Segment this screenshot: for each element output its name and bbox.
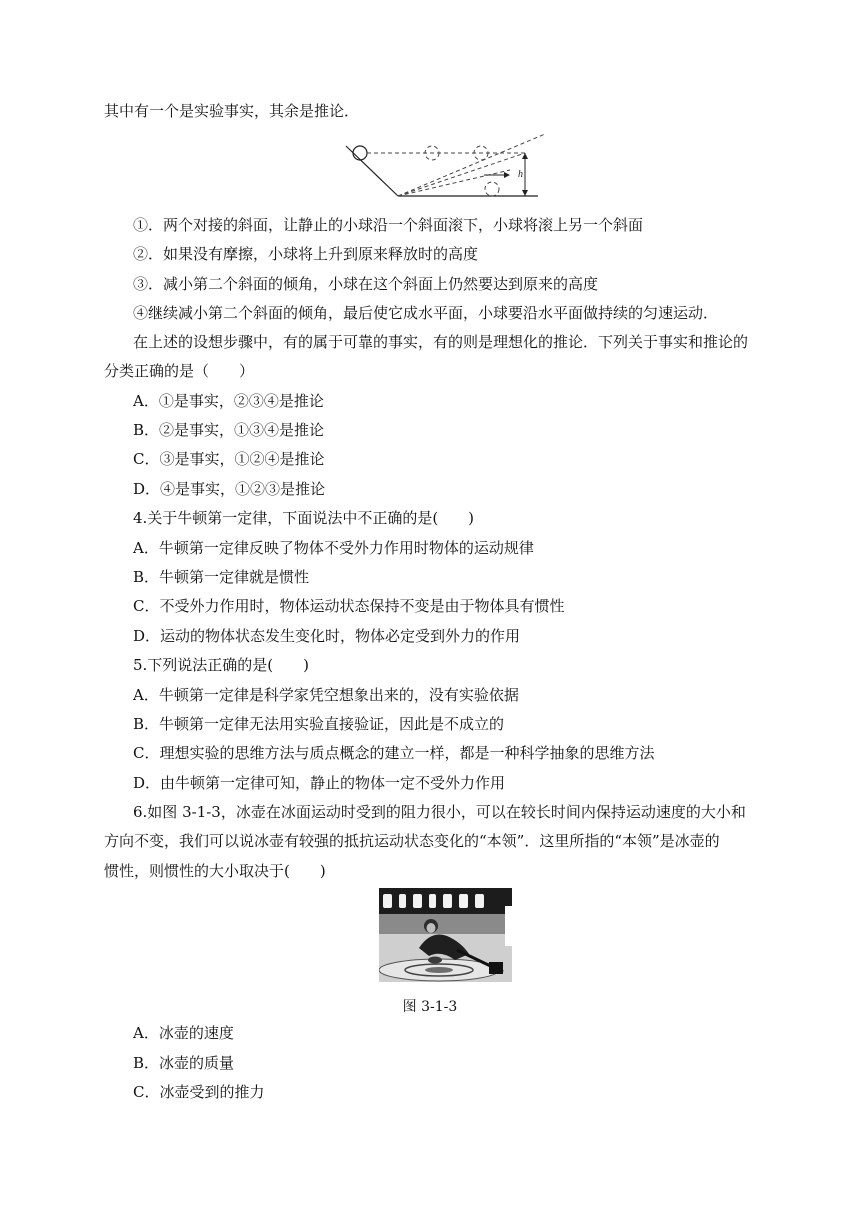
q3-stem-line-1: 在上述的设想步骤中，有的属于可靠的事实，有的则是理想化的推论．下列关于事实和推论的 (133, 333, 749, 351)
intro-text: 其中有一个是实验事实，其余是推论． (104, 102, 360, 120)
q6-stem-line-3: 惯性，则惯性的大小取决于( ) (104, 862, 326, 880)
q3-option-b: B．②是事实，①③④是推论 (133, 421, 325, 439)
q6-option-c: C．冰壶受到的推力 (133, 1083, 265, 1101)
q4-option-a: A．牛顿第一定律反映了物体不受外力作用时物体的运动规律 (133, 539, 534, 557)
q6-option-b: B．冰壶的质量 (133, 1054, 235, 1072)
step-2: ②．如果没有摩擦，小球将上升到原来释放时的高度 (133, 245, 479, 263)
curling-photo (379, 888, 512, 982)
step-3: ③．减小第二个斜面的倾角，小球在这个斜面上仍然要达到原来的高度 (133, 275, 599, 293)
q5-option-c: C．理想实验的思维方法与质点概念的建立一样，都是一种科学抽象的思维方法 (133, 744, 655, 762)
q3-option-d: D．④是事实，①②③是推论 (133, 480, 326, 498)
q6-stem-line-2: 方向不变，我们可以说冰壶有较强的抵抗运动状态变化的“本领”．这里所指的“本领”是冰壶的 (104, 832, 720, 850)
q4-option-d: D．运动的物体状态发生变化时，物体必定受到外力的作用 (133, 627, 521, 645)
incline-experiment-figure (340, 132, 550, 204)
q6-stem-line-1: 6.如图 3-1-3，冰壶在冰面运动时受到的阻力很小，可以在较长时间内保持运动速度的大小和 (133, 803, 746, 821)
figure-caption: 图 3-1-3 (402, 999, 458, 1015)
q4-option-c: C．不受外力作用时，物体运动状态保持不变是由于物体具有惯性 (133, 597, 565, 615)
q3-option-c: C．③是事实，①②④是推论 (133, 450, 325, 468)
q3-stem-line-2: 分类正确的是（ ） (104, 362, 255, 380)
q5-option-d: D．由牛顿第一定律可知，静止的物体一定不受外力作用 (133, 774, 506, 792)
q4-option-b: B．牛顿第一定律就是惯性 (133, 568, 310, 586)
q4-stem: 4.关于牛顿第一定律，下面说法中不正确的是( ) (133, 509, 475, 527)
q5-stem: 5.下列说法正确的是( ) (133, 656, 310, 674)
step-1: ①．两个对接的斜面，让静止的小球沿一个斜面滚下，小球将滚上另一个斜面 (133, 216, 644, 234)
step-4: ④继续减小第二个斜面的倾角，最后使它成水平面，小球要沿水平面做持续的匀速运动． (133, 304, 719, 322)
q6-option-a: A．冰壶的速度 (133, 1024, 234, 1042)
q3-option-a: A．①是事实，②③④是推论 (133, 392, 324, 410)
q5-option-a: A．牛顿第一定律是科学家凭空想象出来的，没有实验依据 (133, 686, 519, 704)
q5-option-b: B．牛顿第一定律无法用实验直接验证，因此是不成立的 (133, 715, 505, 733)
height-label: h (518, 169, 523, 180)
